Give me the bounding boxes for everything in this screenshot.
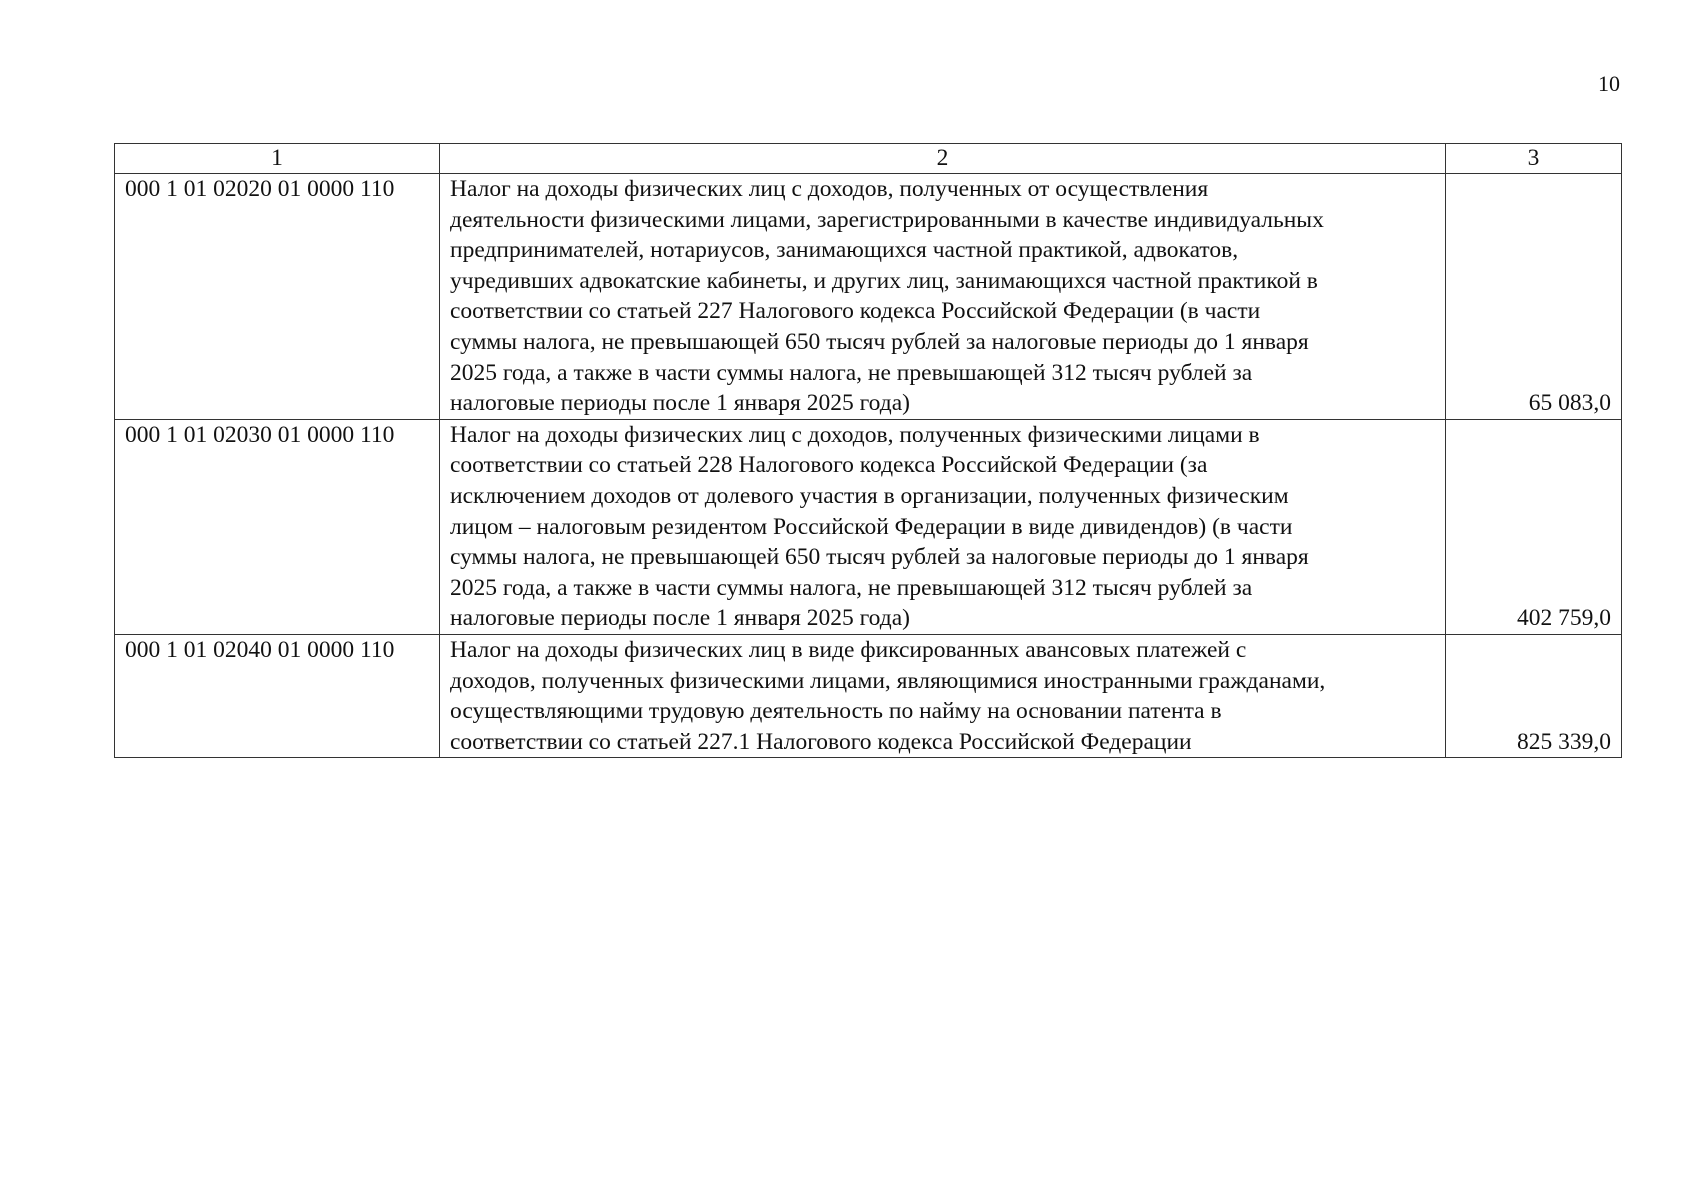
column-header-amount: 3 xyxy=(1446,144,1622,174)
table-header-row xyxy=(115,144,1622,174)
budget-code-cell: 000 1 01 02040 01 0000 110 xyxy=(115,634,440,757)
table-row xyxy=(115,174,1622,420)
amount-cell: 402 759,0 xyxy=(1446,419,1622,634)
description-cell: Налог на доходы физических лиц в виде фиксированных авансовых платежей с доходов, полученных физическими лицами, являющимися иностранными гражданами, осуществляющими трудовую деятельность по найму на основании патента в соответствии со статьей 227.1 Налогового кодекса Российской Федерации xyxy=(440,634,1446,757)
amount-cell: 825 339,0 xyxy=(1446,634,1622,757)
table-row xyxy=(115,634,1622,757)
page-number: 10 xyxy=(1598,71,1620,96)
description-cell: Налог на доходы физических лиц с доходов, полученных физическими лицами в соответствии со статьей 228 Налогового кодекса Российской Федерации (за исключением доходов от долевого участия в организации, полученных физическим лицом – налоговым резидентом Российской Федерации в виде дивидендов) (в части суммы налога, не превышающей 650 тысяч рублей за налоговые периоды до 1 января 2025 года, а также в части суммы налога, не превышающей 312 тысяч рублей за налоговые периоды после 1 января 2025 года) xyxy=(440,419,1446,634)
budget-code-cell: 000 1 01 02020 01 0000 110 xyxy=(115,174,440,420)
amount-cell: 65 083,0 xyxy=(1446,174,1622,420)
description-cell: Налог на доходы физических лиц с доходов, полученных от осуществления деятельности физическими лицами, зарегистрированными в качестве индивидуальных предпринимателей, нотариусов, занимающихся частной практикой, адвокатов, учредивших адвокатские кабинеты, и других лиц, занимающихся частной практикой в соответствии со статьей 227 Налогового кодекса Российской Федерации (в части суммы налога, не превышающей 650 тысяч рублей за налоговые периоды до 1 января 2025 года, а также в части суммы налога, не превышающей 312 тысяч рублей за налоговые периоды после 1 января 2025 года) xyxy=(440,174,1446,420)
revenue-table xyxy=(114,143,1622,758)
column-header-code: 1 xyxy=(115,144,440,174)
column-header-description: 2 xyxy=(440,144,1446,174)
table-row xyxy=(115,419,1622,634)
budget-code-cell: 000 1 01 02030 01 0000 110 xyxy=(115,419,440,634)
